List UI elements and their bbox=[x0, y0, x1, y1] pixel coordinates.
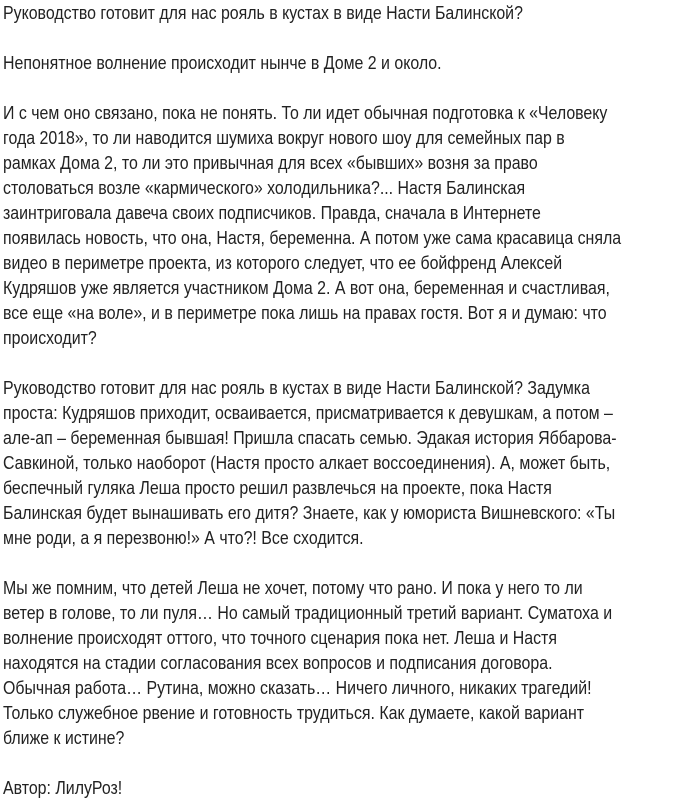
text-line: находятся на стадии согласования всех вопросов и подписания договора. bbox=[3, 652, 553, 673]
text-line: И с чем оно связано, пока не понять. То ли идет обычная подготовка к «Человеку bbox=[3, 102, 608, 123]
text-line: столоваться возле «кармического» холодильника?... Настя Балинская bbox=[3, 177, 526, 198]
text-line: года 2018», то ли наводится шумиха вокруг нового шоу для семейных пар в bbox=[3, 127, 565, 148]
text-line: Непонятное волнение происходит нынче в Доме 2 и около. bbox=[3, 52, 442, 73]
article-paragraph bbox=[3, 100, 699, 350]
text-line: рамках Дома 2, то ли это привычная для всех «бывших» возня за право bbox=[3, 152, 538, 173]
article-intro-paragraph bbox=[3, 50, 699, 75]
text-line: волнение происходят оттого, что точного сценария пока нет. Леша и Настя bbox=[3, 627, 557, 648]
text-line: Только служебное рвение и готовность трудиться. Как думаете, какой вариант bbox=[3, 702, 585, 723]
article-headline-paragraph bbox=[3, 0, 699, 25]
text-line: Кудряшов уже является участником Дома 2. А вот она, беременная и счастливая, bbox=[3, 277, 610, 298]
text-line: мне роди, а я перезвоню!» А что?! Все сходится. bbox=[3, 527, 364, 548]
text-line: Мы же помним, что детей Леша не хочет, потому что рано. И пока у него то ли bbox=[3, 577, 583, 598]
text-line: появилась новость, что она, Настя, беременна. А потом уже сама красавица сняла bbox=[3, 227, 622, 248]
article-paragraph bbox=[3, 575, 699, 750]
author-line: Автор: ЛилуРоз! bbox=[3, 777, 123, 798]
article-body bbox=[3, 0, 699, 800]
text-line: происходит? bbox=[3, 327, 97, 348]
text-line: проста: Кудряшов приходит, осваивается, присматривается к девушкам, а потом – bbox=[3, 402, 613, 423]
text-line: заинтриговала давеча своих подписчиков. Правда, сначала в Интернете bbox=[3, 202, 541, 223]
text-line: ближе к истине? bbox=[3, 727, 125, 748]
text-line: Обычная работа… Рутина, можно сказать… Ничего личного, никаких трагедий! bbox=[3, 677, 592, 698]
text-line: все еще «на воле», и в периметре пока лишь на правах гостя. Вот я и думаю: что bbox=[3, 302, 607, 323]
article-paragraph bbox=[3, 375, 699, 550]
text-line: Руководство готовит для нас рояль в кустах в виде Насти Балинской? Задумка bbox=[3, 377, 590, 398]
text-line: беспечный гуляка Леша просто решил развлечься на проекте, пока Настя bbox=[3, 477, 552, 498]
text-line: видео в периметре проекта, из которого следует, что ее бойфренд Алексей bbox=[3, 252, 563, 273]
author-signature bbox=[3, 775, 699, 800]
text-line: Савкиной, только наоборот (Настя просто алкает воссоединения). А, может быть, bbox=[3, 452, 611, 473]
text-line: ветер в голове, то ли пуля… Но самый традиционный третий вариант. Суматоха и bbox=[3, 602, 613, 623]
text-line: Балинская будет вынашивать его дитя? Знаете, как у юмориста Вишневского: «Ты bbox=[3, 502, 616, 523]
text-line: але-ап – беременная бывшая! Пришла спасать семью. Эдакая история Яббарова- bbox=[3, 427, 617, 448]
text-line: Руководство готовит для нас рояль в кустах в виде Насти Балинской? bbox=[3, 2, 523, 23]
